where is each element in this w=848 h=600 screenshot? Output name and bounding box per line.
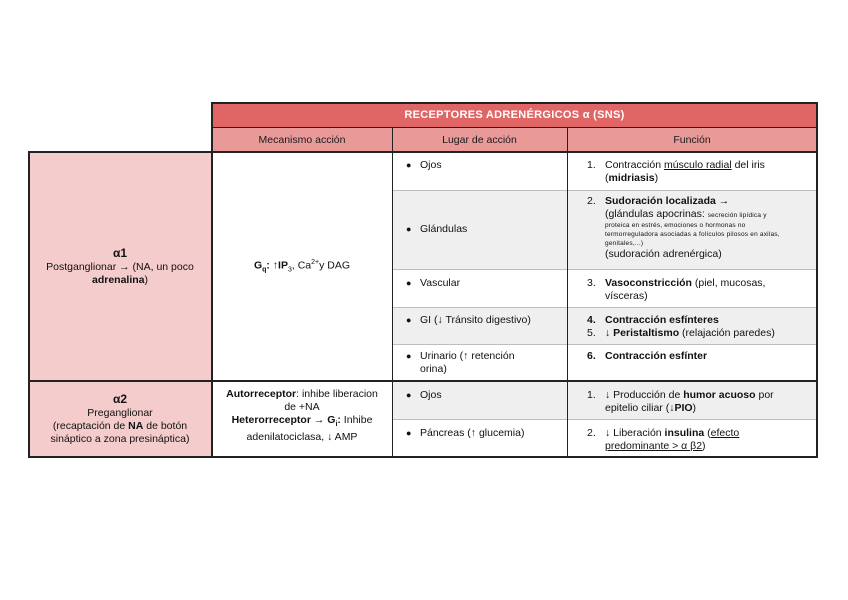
func-bold: Contracción esfínter: [605, 350, 708, 362]
header-mechanism-text: Mecanismo acción: [258, 133, 346, 146]
mech-text: : inhibe liberacion: [296, 388, 378, 400]
site-text: Glándulas: [420, 223, 468, 235]
bullet-icon: ●: [406, 278, 412, 288]
table-border: [392, 127, 393, 458]
site-text: Ojos: [420, 389, 442, 401]
func-bold: ↓ Peristaltismo: [605, 327, 680, 339]
alpha2-desc-text: de botón: [143, 420, 188, 432]
func-text: por: [755, 389, 774, 401]
header-function-text: Función: [673, 133, 711, 146]
row-divider: [392, 307, 817, 308]
receptor-alpha2: [28, 381, 212, 457]
gq-sub: q: [262, 266, 267, 274]
bullet-icon: ●: [406, 390, 412, 400]
bullet-icon: ●: [406, 315, 412, 325]
row-divider: [392, 419, 817, 420]
func-num: 1.: [587, 389, 596, 401]
mech-text: de +NA: [284, 401, 320, 413]
alpha1-mechanism: [212, 152, 392, 381]
site-text: Urinario (↑ retención: [420, 350, 515, 362]
func-bold: humor acuoso: [683, 389, 756, 401]
func-text: (: [704, 427, 711, 439]
alpha1-func-vascular: [567, 269, 817, 307]
alpha2-mechanism: [212, 381, 392, 457]
func-bold: Sudoración localizada →: [605, 195, 730, 207]
ca-text: , Ca: [291, 259, 312, 272]
alpha2-desc-text: (recaptación de: [52, 420, 129, 432]
func-text: epitelio ciliar (↓: [605, 402, 675, 414]
site-text: Páncreas (↑ glucemia): [420, 427, 525, 439]
alpha1-name: α1: [112, 246, 128, 260]
header-site: [392, 128, 567, 152]
table-title: [212, 103, 817, 128]
alpha1-site-glandulas: [392, 190, 567, 269]
header-site-text: Lugar de acción: [442, 133, 517, 146]
func-num: 6.: [587, 350, 596, 362]
alpha1-desc-close: ): [144, 274, 149, 286]
func-num: 1.: [587, 159, 596, 171]
receptor-alpha1: [28, 152, 212, 381]
autoreceptor-label: Autorreceptor: [226, 388, 297, 400]
alpha1-desc-2: [92, 274, 148, 287]
func-text: ↓ Producción de: [605, 389, 684, 401]
func-text: (piel, mucosas,: [691, 277, 766, 289]
alpha2-site-ojos: [392, 381, 567, 419]
alpha2-desc: Preganglionar: [87, 407, 153, 419]
func-underline: músculo radial: [663, 159, 732, 171]
func-bold: Contracción esfínteres: [605, 314, 719, 326]
heteroreceptor-label: Heterorreceptor → G: [231, 414, 336, 426]
alpha1-func-urinario: [567, 344, 817, 381]
func-text: ): [692, 402, 697, 414]
alpha1-func-ojos: [567, 152, 817, 190]
alpha1-func-gi: [567, 307, 817, 344]
func-text: (relajación paredes): [679, 327, 775, 339]
func-text: (: [605, 172, 609, 184]
func-num: 3.: [587, 277, 596, 289]
alpha1-mechanism-text: [254, 256, 350, 277]
gq-text: : ↑IP: [266, 259, 288, 272]
func-text: Contracción: [605, 159, 664, 171]
func-bold: insulina: [664, 427, 705, 439]
alpha1-adrenalina: adrenalina: [91, 274, 145, 286]
func-text: del iris: [731, 159, 765, 171]
table-title-text: RECEPTORES ADRENÉRGICOS α (SNS): [404, 109, 625, 121]
alpha1-desc: Postganglionar → (NA, un poco: [46, 261, 194, 273]
alpha1-site-vascular: [392, 269, 567, 307]
func-bold: Vasoconstricción: [605, 277, 692, 289]
site-text: Vascular: [420, 277, 461, 289]
header-function: [567, 128, 817, 152]
table-border: [567, 127, 568, 458]
mech-text: adenilatociclasa, ↓ AMP: [246, 431, 358, 444]
gi-sub: i: [335, 421, 338, 429]
alpha1-site-gi: [392, 307, 567, 344]
func-num: 2.: [587, 195, 596, 207]
header-mechanism: [212, 128, 392, 152]
alpha1-site-ojos: [392, 152, 567, 190]
table-border: [816, 102, 818, 458]
alpha2-na: NA: [128, 420, 144, 432]
alpha1-func-glandulas: [567, 190, 817, 269]
table-border: [28, 380, 818, 382]
func-underline: predominante > α β2: [605, 440, 703, 452]
func-num: 2.: [587, 427, 596, 439]
func-tiny: termorreguladora asociadas a folículos pilosos en axilas,: [605, 231, 780, 238]
dag-text: y DAG: [319, 259, 351, 272]
func-num: 5.: [587, 327, 596, 339]
func-text: ↓ Liberación: [605, 427, 665, 439]
func-bold: PIO: [674, 402, 693, 414]
func-bold: midriasis: [608, 172, 655, 184]
alpha2-func-ojos: [567, 381, 817, 419]
bullet-icon: ●: [406, 428, 412, 438]
table-border: [28, 151, 30, 458]
site-text: orina): [420, 363, 447, 375]
func-text: (sudoración adrenérgica): [605, 248, 722, 260]
table-border: [211, 102, 213, 458]
func-text: (glándulas apocrinas:: [605, 208, 708, 220]
bullet-icon: ●: [406, 160, 412, 170]
alpha2-desc-2: [53, 420, 187, 433]
table-border: [212, 102, 818, 104]
gq-g: G: [253, 259, 263, 272]
func-num: 4.: [587, 314, 596, 326]
row-divider: [392, 190, 817, 191]
table-border: [28, 456, 818, 458]
table-border: [212, 127, 818, 128]
func-text: ): [654, 172, 659, 184]
ca-sup: 2+: [311, 259, 320, 267]
alpha2-name: α2: [112, 392, 128, 406]
func-tiny: secreción lipídica y: [707, 212, 767, 219]
row-divider: [392, 269, 817, 270]
site-text: Ojos: [420, 159, 442, 171]
func-tiny: proteica en estrés, emociones o hormonas no: [605, 222, 746, 229]
mech-colon: :: [337, 414, 341, 426]
func-text: vísceras): [605, 290, 648, 302]
alpha2-site-pancreas: [392, 419, 567, 457]
func-tiny: genitales,...): [605, 240, 644, 247]
alpha2-func-pancreas: [567, 419, 817, 457]
bullet-icon: ●: [406, 351, 412, 361]
table-border: [28, 151, 818, 153]
mech-text: Inhibe: [340, 414, 373, 426]
bullet-icon: ●: [406, 224, 412, 234]
ip3-sub: 3: [287, 266, 292, 274]
func-underline: efecto: [710, 427, 740, 439]
func-text: ): [702, 440, 706, 452]
alpha2-desc-3: sináptico a zona presináptica): [50, 433, 190, 445]
row-divider: [392, 344, 817, 345]
alpha1-site-urinario: [392, 344, 567, 381]
site-text: GI (↓ Tránsito digestivo): [420, 314, 531, 326]
